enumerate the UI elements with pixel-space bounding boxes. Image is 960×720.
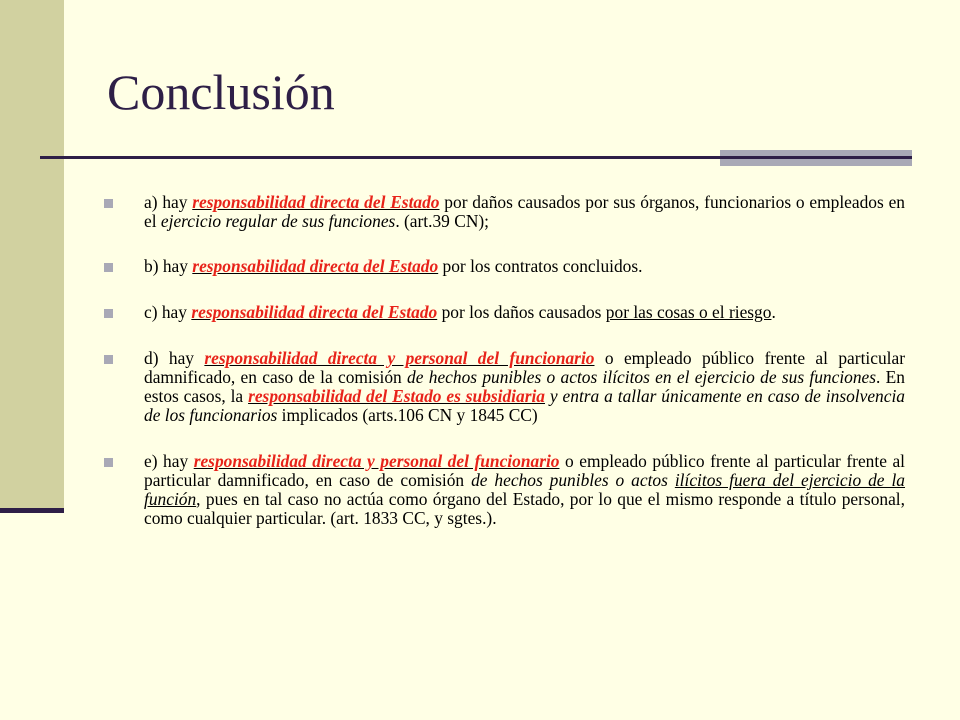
- bullet-text: por daños causados por sus órganos, funcionarios o empleados en el: [144, 192, 905, 231]
- emphasis-text: responsabilidad directa y personal del funcionario: [204, 348, 595, 368]
- bullet-a: [100, 193, 905, 231]
- bullet-text: d) hay: [144, 348, 205, 368]
- bullet-text: b) hay: [144, 256, 193, 276]
- emphasis-text: responsabilidad directa del Estado: [191, 302, 438, 322]
- square-bullet-icon: [104, 458, 113, 467]
- bullet-text: por los daños causados: [437, 302, 606, 322]
- square-bullet-icon: [104, 199, 113, 208]
- emphasis-text: responsabilidad directa del Estado: [192, 256, 439, 276]
- square-bullet-icon: [104, 263, 113, 272]
- slide-title: Conclusión: [107, 64, 335, 120]
- emphasis-text: responsabilidad del Estado es subsidiaria: [248, 386, 546, 406]
- bullet-text: o empleado público frente al particular damnificado, en caso de la comisión: [144, 348, 905, 387]
- bullet-text: por los contratos concluidos.: [438, 256, 643, 276]
- italic-text: de hechos punibles o actos ilícitos en el ejercicio de sus funciones: [407, 367, 877, 387]
- bullet-text: . En estos casos, la: [144, 367, 906, 406]
- bullet-text: implicados (arts.106 CN y 1845 CC): [277, 405, 538, 425]
- bullet-e: [100, 452, 905, 528]
- emphasis-text: responsabilidad directa del Estado: [192, 192, 440, 212]
- bullet-text: , pues en tal caso no actúa como órgano del Estado, por lo que el mismo responde a título personal, como cualquier particular. (art. 1833 CC, y sgtes.).: [144, 489, 905, 528]
- italic-text: y entra a tallar únicamente en caso de insolvencia de los funcionarios: [144, 386, 905, 425]
- italic-text: de hechos punibles o actos: [471, 470, 675, 490]
- bullet-c: [100, 303, 905, 322]
- bullet-text: . (art.39 CN);: [395, 211, 490, 231]
- bullet-text: a) hay: [144, 192, 193, 212]
- square-bullet-icon: [104, 309, 113, 318]
- bullet-text: c) hay: [144, 302, 192, 322]
- conclusion-list: [100, 193, 905, 528]
- bullet-d: [100, 349, 905, 425]
- bullet-b: [100, 257, 905, 276]
- sidebar-decoration: [0, 0, 64, 510]
- italic-text: ejercicio regular de sus funciones: [160, 211, 396, 231]
- sidebar-underline: [0, 508, 64, 513]
- underlined-text: por las cosas o el riesgo: [605, 302, 772, 322]
- square-bullet-icon: [104, 355, 113, 364]
- bullet-text: e) hay: [144, 451, 194, 471]
- title-divider-accent: [720, 150, 912, 166]
- bullet-text: .: [771, 302, 776, 322]
- italic-underlined-text: ilícitos fuera del ejercicio de la función: [144, 470, 905, 509]
- emphasis-text: responsabilidad directa y personal del funcionario: [193, 451, 560, 471]
- bullet-text: o empleado público frente al particular frente al particular damnificado, en caso de comisión: [144, 451, 906, 490]
